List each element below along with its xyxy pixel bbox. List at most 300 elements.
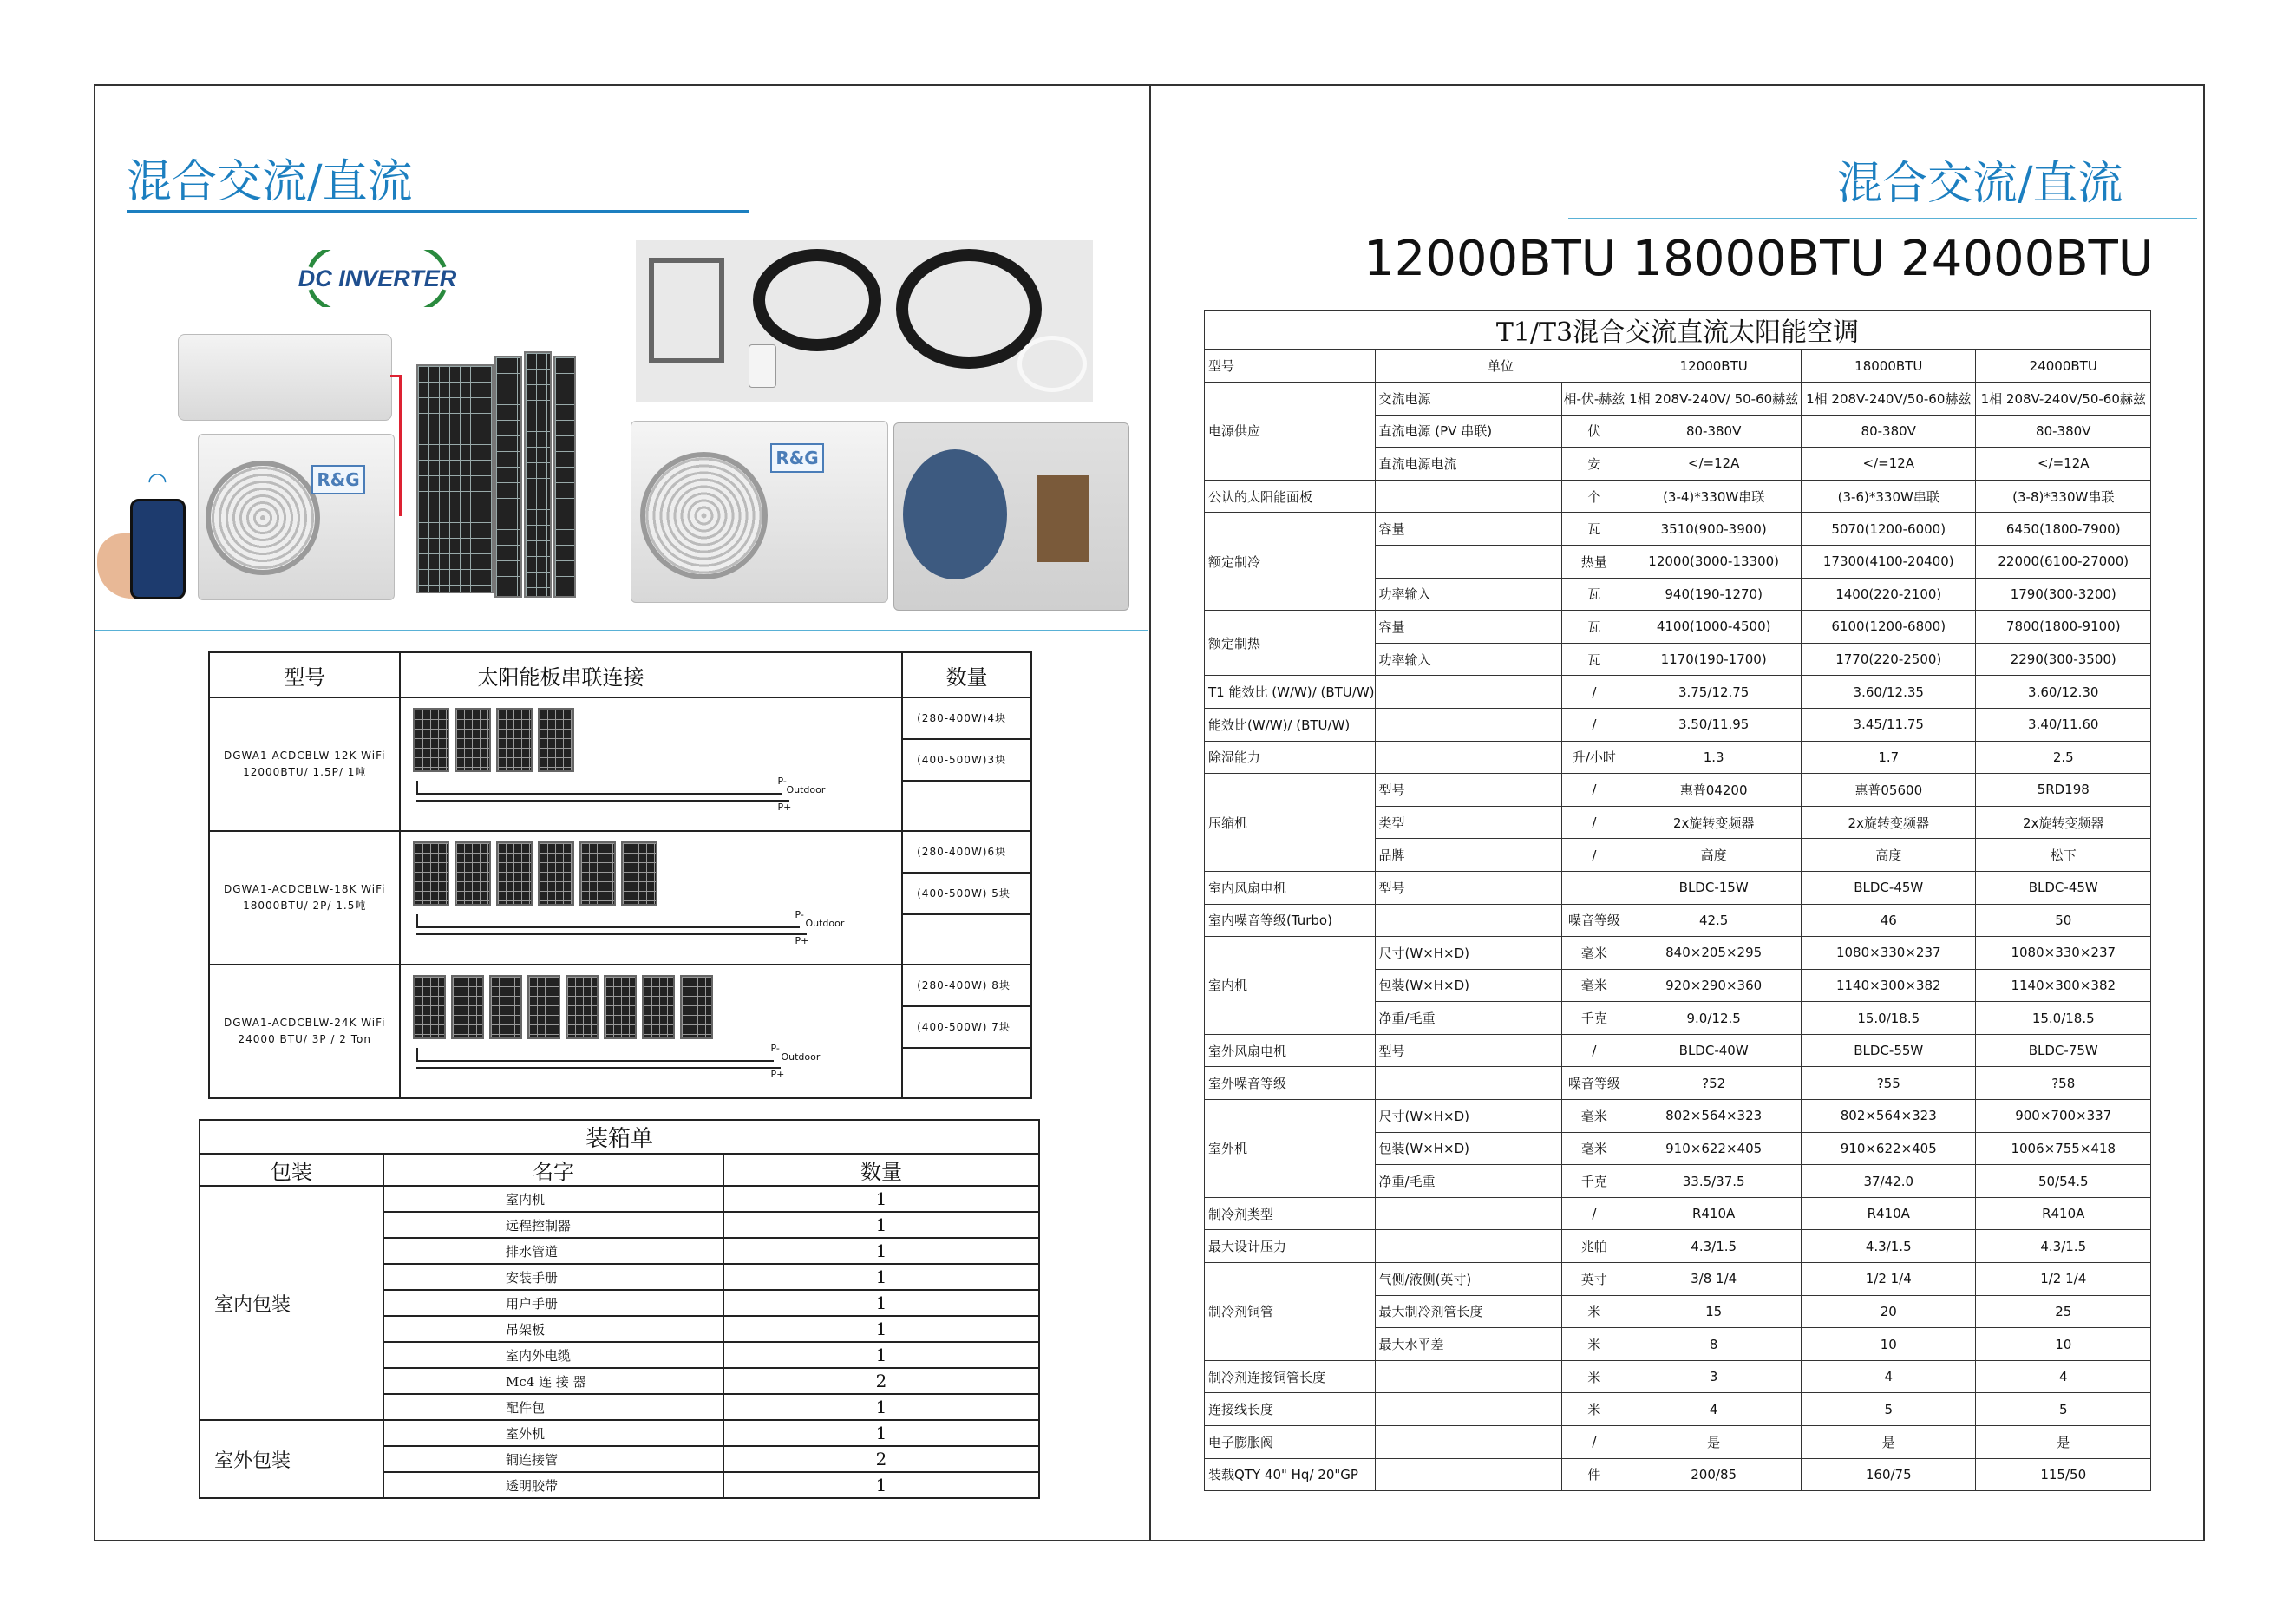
spec-value: ?58	[1976, 1067, 2151, 1100]
mounting-bracket	[649, 258, 724, 363]
spec-sub-label	[1375, 1458, 1562, 1491]
spec-value: 5	[1802, 1393, 1976, 1426]
spec-value: 4	[1626, 1393, 1802, 1426]
item-name: 远程控制器	[383, 1212, 723, 1238]
spec-sub-label: 尺寸(W×H×D)	[1375, 937, 1562, 970]
spec-value: 2x旋转变频器	[1976, 806, 2151, 839]
outdoor-label: Outdoor	[781, 1051, 821, 1063]
drain-pipe	[1017, 336, 1087, 392]
spec-unit: /	[1562, 708, 1626, 741]
spec-unit: 件	[1562, 1458, 1626, 1491]
remote-control	[749, 344, 776, 388]
spec-value: 7800(1800-9100)	[1976, 611, 2151, 644]
outdoor-label: Outdoor	[805, 918, 845, 929]
item-name: 配件包	[383, 1394, 723, 1420]
spec-sub-label	[1375, 708, 1562, 741]
spec-sub-label	[1375, 1360, 1562, 1393]
spec-sub-label: 型号	[1375, 1034, 1562, 1067]
spec-unit: 热量	[1562, 545, 1626, 578]
spec-value: 2x旋转变频器	[1626, 806, 1802, 839]
spec-group-label: 室内噪音等级(Turbo)	[1205, 904, 1376, 937]
spec-value: 15.0/18.5	[1802, 1002, 1976, 1035]
pos-label: P+	[777, 802, 792, 813]
btu-heading: 12000BTU 18000BTU 24000BTU	[1364, 231, 2154, 287]
qty-cell	[902, 831, 1031, 965]
spec-value: 是	[1976, 1426, 2151, 1459]
spec-value: BLDC-45W	[1802, 871, 1976, 904]
solar-panel-icon	[579, 841, 616, 906]
spec-value: 6450(1800-7900)	[1976, 513, 2151, 546]
solar-panel-icon	[621, 841, 657, 906]
neg-label: P-	[770, 1043, 780, 1054]
spec-sub-label	[1375, 1393, 1562, 1426]
spec-value: </=12A	[1802, 448, 1976, 481]
spec-row	[1205, 1458, 2151, 1491]
spec-sub-label	[1375, 1067, 1562, 1100]
spec-sub-label	[1375, 545, 1562, 578]
col-12k: 12000BTU	[1626, 350, 1802, 383]
spec-value: 2x旋转变频器	[1802, 806, 1976, 839]
item-name: 室内外电缆	[383, 1342, 723, 1368]
spec-value: 高度	[1626, 839, 1802, 872]
spec-value: 3.60/12.35	[1802, 676, 1976, 709]
solar-panel-icon	[496, 841, 533, 906]
spec-value: ?52	[1626, 1067, 1802, 1100]
spec-value: 1400(220-2100)	[1802, 578, 1976, 611]
spec-group-label: 制冷剂铜管	[1205, 1263, 1376, 1361]
spec-group-label: 室内机	[1205, 937, 1376, 1035]
solar-connection-table	[208, 651, 1032, 1099]
spec-value: 10	[1976, 1328, 2151, 1361]
solar-panel-icon	[527, 975, 560, 1039]
spec-value: 33.5/37.5	[1626, 1165, 1802, 1198]
spec-value: 115/50	[1976, 1458, 2151, 1491]
spec-group-label: 额定制热	[1205, 611, 1376, 676]
spec-group-label: 室外噪音等级	[1205, 1067, 1376, 1100]
accessories-photo	[636, 240, 1093, 402]
spec-value: 3.75/12.75	[1626, 676, 1802, 709]
spec-sub-label: 净重/毛重	[1375, 1165, 1562, 1198]
spec-group-label: 能效比(W/W)/ (BTU/W)	[1205, 708, 1376, 741]
spec-value: 160/75	[1802, 1458, 1976, 1491]
spec-value: 松下	[1976, 839, 2151, 872]
spec-value: 3.50/11.95	[1626, 708, 1802, 741]
solar-panel-icon	[538, 708, 574, 772]
spec-unit: 噪音等级	[1562, 904, 1626, 937]
spec-value: 900×700×337	[1976, 1100, 2151, 1133]
solar-panel	[416, 364, 494, 593]
wiring	[413, 776, 889, 821]
spec-title-row	[1205, 311, 2151, 350]
spec-value: 4100(1000-4500)	[1626, 611, 1802, 644]
spec-value: 22000(6100-27000)	[1976, 545, 2151, 578]
wire-line	[416, 1067, 781, 1069]
solar-panel	[494, 356, 522, 598]
spec-value: 1080×330×237	[1976, 937, 2151, 970]
spec-value: 80-380V	[1626, 415, 1802, 448]
spec-group-label: 室内风扇电机	[1205, 871, 1376, 904]
qty-blank	[903, 782, 1030, 830]
spec-row	[1205, 1393, 2151, 1426]
spec-value: 920×290×360	[1626, 969, 1802, 1002]
spec-value: 25	[1976, 1295, 2151, 1328]
item-name: 透明胶带	[383, 1472, 723, 1498]
spec-value: 9.0/12.5	[1626, 1002, 1802, 1035]
spec-value: 10	[1802, 1328, 1976, 1361]
spec-row	[1205, 937, 2151, 970]
indoor-unit-image	[178, 334, 392, 421]
packing-title: 装箱单	[200, 1120, 1039, 1154]
spec-row	[1205, 708, 2151, 741]
packing-header-row	[200, 1154, 1039, 1186]
page-divider	[1149, 84, 1151, 1541]
spec-value: 1相 208V-240V/50-60赫兹	[1802, 383, 1976, 416]
qty-option: (280-400W)6块	[903, 832, 1030, 874]
spec-group-label: 额定制冷	[1205, 513, 1376, 611]
model-name: DGWA1-ACDCBLW-18K WiFi	[224, 883, 386, 895]
spec-group-label: T1 能效比 (W/W)/ (BTU/W)	[1205, 676, 1376, 709]
spec-unit: 升/小时	[1562, 741, 1626, 774]
packing-title-row	[200, 1120, 1039, 1154]
qty-option: (280-400W) 8块	[903, 965, 1030, 1007]
spec-value: (3-4)*330W串联	[1626, 480, 1802, 513]
packing-list-table	[199, 1119, 1040, 1499]
spec-unit: 英寸	[1562, 1263, 1626, 1296]
solar-panel-icon	[413, 708, 449, 772]
spec-value: 惠普04200	[1626, 774, 1802, 807]
spec-group-label: 制冷剂类型	[1205, 1197, 1376, 1230]
wire-line	[416, 914, 800, 928]
header-name: 名字	[383, 1154, 723, 1186]
spec-sub-label: 功率输入	[1375, 643, 1562, 676]
spec-unit: 安	[1562, 448, 1626, 481]
spec-header-row	[1205, 350, 2151, 383]
spec-value: 15	[1626, 1295, 1802, 1328]
spec-value: 42.5	[1626, 904, 1802, 937]
spec-value: 1080×330×237	[1802, 937, 1976, 970]
panel-diagram	[400, 831, 902, 965]
spec-value: ?55	[1802, 1067, 1976, 1100]
spec-row	[1205, 1034, 2151, 1067]
spec-row	[1205, 1067, 2151, 1100]
qty-option: (280-400W)4块	[903, 698, 1030, 740]
pipe-coil	[753, 249, 881, 351]
header-quantity: 数量	[723, 1154, 1039, 1186]
spec-group-label: 压缩机	[1205, 774, 1376, 872]
spec-value: 4.3/1.5	[1802, 1230, 1976, 1263]
spec-value: 2.5	[1976, 741, 2151, 774]
solar-panel-icon	[455, 841, 491, 906]
spec-value: 3/8 1/4	[1626, 1263, 1802, 1296]
spec-value: 1/2 1/4	[1976, 1263, 2151, 1296]
solar-panel-icon	[413, 841, 449, 906]
spec-unit: /	[1562, 676, 1626, 709]
spec-unit: 米	[1562, 1360, 1626, 1393]
pos-label: P+	[795, 935, 809, 946]
header-series: 太阳能板串联连接	[400, 652, 902, 697]
spec-value: 6100(1200-6800)	[1802, 611, 1976, 644]
spec-sub-label: 型号	[1375, 774, 1562, 807]
left-page-title: 混合交流/直流	[127, 156, 413, 208]
left-title-underline	[127, 210, 749, 213]
spec-value: 8	[1626, 1328, 1802, 1361]
spec-value: BLDC-40W	[1626, 1034, 1802, 1067]
spec-value: 80-380V	[1802, 415, 1976, 448]
item-name: 室内机	[383, 1186, 723, 1212]
spec-sub-label	[1375, 904, 1562, 937]
spec-row	[1205, 1100, 2151, 1133]
spec-value: 5RD198	[1976, 774, 2151, 807]
col-unit: 单位	[1375, 350, 1626, 383]
spec-value: 20	[1802, 1295, 1976, 1328]
spec-value: 1相 208V-240V/50-60赫兹	[1976, 383, 2151, 416]
connection-row	[209, 831, 1031, 965]
spec-sub-label: 品牌	[1375, 839, 1562, 872]
spec-value: 4	[1802, 1360, 1976, 1393]
spec-unit: 米	[1562, 1393, 1626, 1426]
spec-sub-label: 尺寸(W×H×D)	[1375, 1100, 1562, 1133]
spec-value: 3.40/11.60	[1976, 708, 2151, 741]
spec-value: BLDC-55W	[1802, 1034, 1976, 1067]
solar-panel-icon	[413, 975, 446, 1039]
model-capacity: 18000BTU/ 2P/ 1.5吨	[243, 900, 367, 912]
spec-unit: 相-伏-赫兹	[1562, 383, 1626, 416]
wire-line	[416, 1048, 774, 1062]
spec-sub-label: 包装(W×H×D)	[1375, 969, 1562, 1002]
brand-badge: R&G	[770, 443, 824, 473]
qty-option: (400-500W)3块	[903, 740, 1030, 782]
spec-row	[1205, 774, 2151, 807]
connection-row	[209, 965, 1031, 1098]
col-model: 型号	[1205, 350, 1376, 383]
panel-diagram	[400, 697, 902, 831]
spec-value: 2290(300-3500)	[1976, 643, 2151, 676]
spec-sub-label	[1375, 1230, 1562, 1263]
spec-row	[1205, 480, 2151, 513]
solar-panel-icon	[451, 975, 484, 1039]
right-title-underline	[1568, 218, 2197, 219]
header-qty: 数量	[902, 652, 1031, 697]
spec-sub-label	[1375, 480, 1562, 513]
spec-unit: 千克	[1562, 1002, 1626, 1035]
spec-unit: 毫米	[1562, 937, 1626, 970]
spec-group-label: 室外风扇电机	[1205, 1034, 1376, 1067]
solar-panel-icon	[566, 975, 599, 1039]
spec-value: 1.3	[1626, 741, 1802, 774]
qty-cell	[902, 965, 1031, 1098]
wifi-icon: ◠	[147, 468, 167, 494]
spec-value: 12000(3000-13300)	[1626, 545, 1802, 578]
solar-panel-icon	[680, 975, 713, 1039]
right-page-title: 混合交流/直流	[1837, 158, 2123, 210]
spec-unit: 噪音等级	[1562, 1067, 1626, 1100]
section-divider	[95, 630, 1148, 631]
spec-sub-label	[1375, 676, 1562, 709]
spec-unit: 瓦	[1562, 513, 1626, 546]
spec-unit: /	[1562, 774, 1626, 807]
spec-unit: 米	[1562, 1328, 1626, 1361]
spec-row	[1205, 1230, 2151, 1263]
item-name: 铜连接管	[383, 1446, 723, 1472]
spec-row	[1205, 676, 2151, 709]
spec-value: 5070(1200-6000)	[1802, 513, 1976, 546]
spec-row	[1205, 1197, 2151, 1230]
solar-panel-icon	[642, 975, 675, 1039]
item-qty: 2	[723, 1368, 1039, 1394]
spec-value: BLDC-75W	[1976, 1034, 2151, 1067]
fan-grille	[206, 461, 320, 575]
compressor	[1037, 475, 1089, 562]
spec-unit: 毫米	[1562, 1100, 1626, 1133]
model-name: DGWA1-ACDCBLW-12K WiFi	[224, 749, 386, 762]
spec-row	[1205, 1263, 2151, 1296]
spec-sub-label: 型号	[1375, 871, 1562, 904]
spec-value: 840×205×295	[1626, 937, 1802, 970]
spec-value: 1140×300×382	[1802, 969, 1976, 1002]
spec-row	[1205, 383, 2151, 416]
spec-sub-label: 交流电源	[1375, 383, 1562, 416]
solar-panel-icon	[455, 708, 491, 772]
item-qty: 1	[723, 1264, 1039, 1290]
panel-diagram	[400, 965, 902, 1098]
spec-value: 是	[1626, 1426, 1802, 1459]
spec-sub-label	[1375, 1197, 1562, 1230]
spec-body	[1205, 383, 2151, 1491]
solar-panel-icon	[604, 975, 637, 1039]
col-18k: 18000BTU	[1802, 350, 1976, 383]
item-qty: 1	[723, 1472, 1039, 1498]
spec-row	[1205, 904, 2151, 937]
spec-value: 3	[1626, 1360, 1802, 1393]
spec-unit: 个	[1562, 480, 1626, 513]
qty-blank	[903, 915, 1030, 964]
col-24k: 24000BTU	[1976, 350, 2151, 383]
spec-value: 1770(220-2500)	[1802, 643, 1976, 676]
outdoor-label: Outdoor	[786, 784, 826, 795]
spec-sub-label: 容量	[1375, 513, 1562, 546]
item-name: 吊架板	[383, 1316, 723, 1342]
spec-value: BLDC-45W	[1976, 871, 2151, 904]
model-capacity: 24000 BTU/ 3P / 2 Ton	[238, 1033, 371, 1045]
spec-value: 37/42.0	[1802, 1165, 1976, 1198]
spec-table	[1204, 310, 2151, 1491]
solar-panel-icon	[489, 975, 522, 1039]
spec-value: (3-6)*330W串联	[1802, 480, 1976, 513]
qty-blank	[903, 1049, 1030, 1097]
spec-sub-label: 功率输入	[1375, 578, 1562, 611]
spec-unit: /	[1562, 839, 1626, 872]
spec-value: 4.3/1.5	[1976, 1230, 2151, 1263]
spec-value: 4	[1976, 1360, 2151, 1393]
solar-panel	[524, 351, 552, 598]
spec-value: BLDC-15W	[1626, 871, 1802, 904]
spec-row	[1205, 871, 2151, 904]
spec-title: T1/T3混合交流直流太阳能空调	[1205, 311, 2151, 350]
item-qty: 2	[723, 1446, 1039, 1472]
spec-value: 910×622×405	[1626, 1132, 1802, 1165]
spec-row	[1205, 513, 2151, 546]
spec-value: 940(190-1270)	[1626, 578, 1802, 611]
outdoor-unit-image	[198, 434, 395, 600]
header-model: 型号	[209, 652, 400, 697]
item-qty: 1	[723, 1316, 1039, 1342]
spec-value: 惠普05600	[1802, 774, 1976, 807]
phone-image	[130, 499, 186, 599]
pipe-coil	[896, 249, 1042, 369]
spec-unit: /	[1562, 1034, 1626, 1067]
spec-sub-label: 最大水平差	[1375, 1328, 1562, 1361]
spec-value: 1006×755×418	[1976, 1132, 2151, 1165]
solar-panel-icon	[538, 841, 574, 906]
dc-inverter-logo	[295, 250, 460, 307]
spec-unit: 瓦	[1562, 611, 1626, 644]
spec-value: 50/54.5	[1976, 1165, 2151, 1198]
spec-group-label: 电子膨胀阀	[1205, 1426, 1376, 1459]
spec-value: R410A	[1626, 1197, 1802, 1230]
spec-value: </=12A	[1976, 448, 2151, 481]
spec-unit: /	[1562, 806, 1626, 839]
spec-value: 17300(4100-20400)	[1802, 545, 1976, 578]
spec-row	[1205, 611, 2151, 644]
item-qty: 1	[723, 1394, 1039, 1420]
spec-unit: 兆帕	[1562, 1230, 1626, 1263]
spec-value: 46	[1802, 904, 1976, 937]
model-cell	[209, 965, 400, 1098]
outdoor-unit-cutaway-photo	[893, 422, 1129, 611]
item-name: 安装手册	[383, 1264, 723, 1290]
neg-label: P-	[795, 909, 804, 920]
spec-value: 50	[1976, 904, 2151, 937]
item-name: 用户手册	[383, 1290, 723, 1316]
wiring	[413, 909, 889, 954]
spec-group-label: 除湿能力	[1205, 741, 1376, 774]
model-cell	[209, 831, 400, 965]
spec-value: 4.3/1.5	[1626, 1230, 1802, 1263]
spec-value: 5	[1976, 1393, 2151, 1426]
spec-value: 802×564×323	[1626, 1100, 1802, 1133]
brand-badge: R&G	[311, 465, 365, 494]
spec-value: 80-380V	[1976, 415, 2151, 448]
spec-sub-label	[1375, 1426, 1562, 1459]
spec-value: 高度	[1802, 839, 1976, 872]
spec-row	[1205, 1360, 2151, 1393]
item-qty: 1	[723, 1186, 1039, 1212]
spec-sub-label: 类型	[1375, 806, 1562, 839]
panel-row	[413, 841, 889, 909]
model-cell	[209, 697, 400, 831]
spec-group-label: 制冷剂连接铜管长度	[1205, 1360, 1376, 1393]
dc-inverter-text: DC INVERTER	[298, 265, 457, 291]
item-qty: 1	[723, 1290, 1039, 1316]
item-qty: 1	[723, 1420, 1039, 1446]
spec-value: </=12A	[1626, 448, 1802, 481]
wire-line	[416, 933, 807, 935]
spec-value: R410A	[1976, 1197, 2151, 1230]
spec-value: 15.0/18.5	[1976, 1002, 2151, 1035]
model-capacity: 12000BTU/ 1.5P/ 1吨	[243, 766, 367, 778]
spec-value: (3-8)*330W串联	[1976, 480, 2151, 513]
group-outdoor: 室外包装	[200, 1420, 383, 1498]
header-package: 包装	[200, 1154, 383, 1186]
qty-option: (400-500W) 5块	[903, 874, 1030, 915]
item-name: Mc4 连 接 器	[383, 1368, 723, 1394]
spec-group-label: 装载QTY 40" Hq/ 20"GP	[1205, 1458, 1376, 1491]
model-name: DGWA1-ACDCBLW-24K WiFi	[224, 1017, 386, 1029]
spec-unit: 伏	[1562, 415, 1626, 448]
group-indoor: 室内包装	[200, 1186, 383, 1420]
spec-value: 1170(190-1700)	[1626, 643, 1802, 676]
item-name: 排水管道	[383, 1238, 723, 1264]
